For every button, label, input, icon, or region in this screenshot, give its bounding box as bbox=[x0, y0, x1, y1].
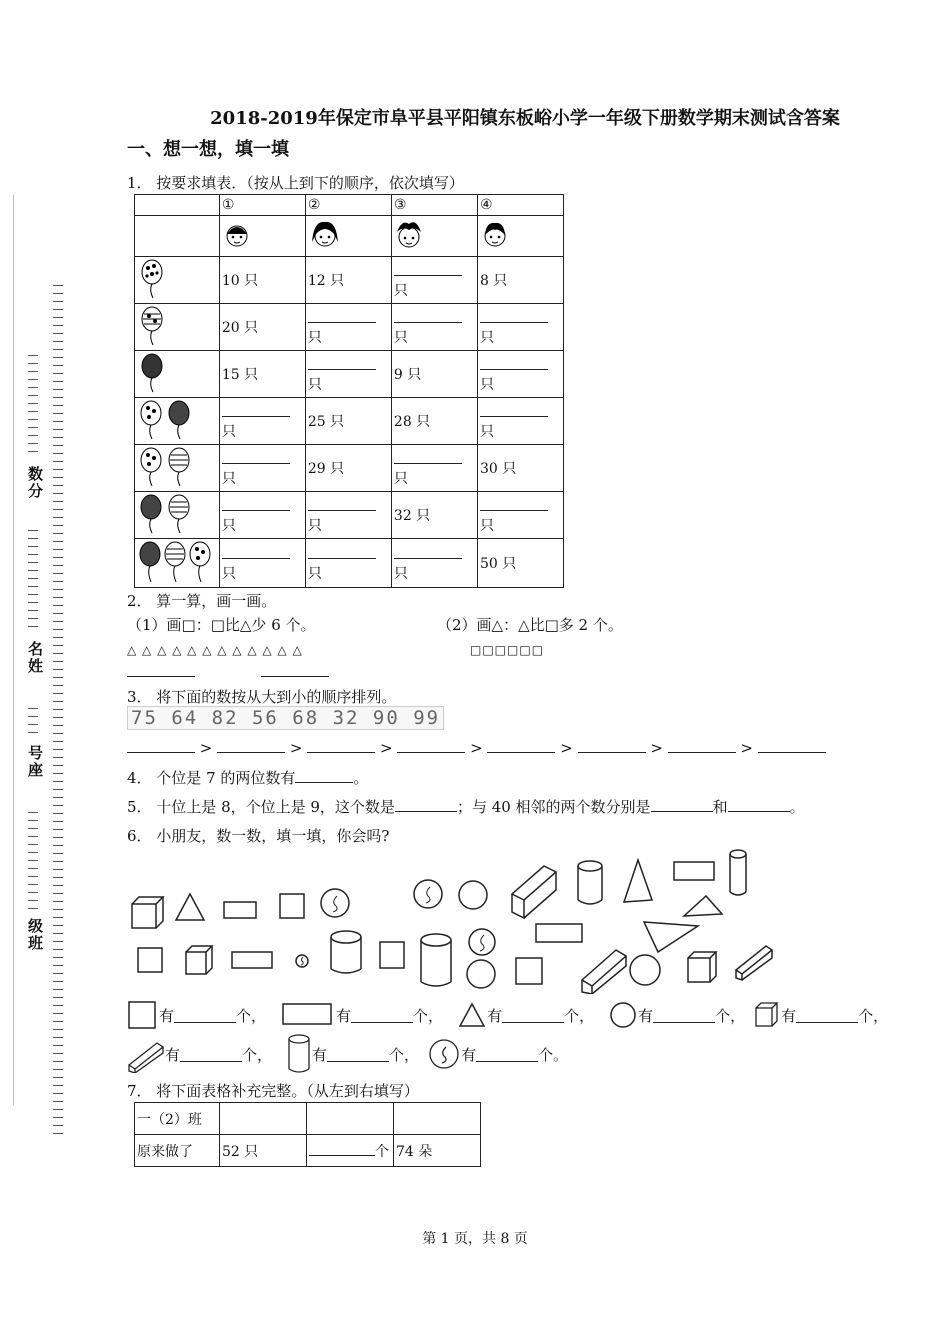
col-header-4: ④ bbox=[477, 195, 563, 216]
have-label: 有 bbox=[312, 1045, 328, 1064]
rectangle-icon bbox=[280, 1000, 336, 1030]
q5-part-b: ；与 40 相邻的两个数分别是 bbox=[456, 798, 651, 816]
unit-label: 只 bbox=[393, 329, 408, 346]
q7-blank[interactable] bbox=[309, 1141, 375, 1156]
cylinder-icon bbox=[730, 850, 746, 895]
cuboid-icon bbox=[582, 950, 626, 994]
coin-icon bbox=[469, 929, 495, 955]
q3-prompt: 3． 将下面的数按从大到小的顺序排列。 bbox=[127, 688, 397, 706]
square-icon bbox=[380, 942, 404, 968]
rectangle-icon bbox=[674, 862, 714, 880]
have-label: 有 bbox=[336, 1006, 352, 1025]
order-blank[interactable] bbox=[307, 738, 375, 753]
cuboid-icon bbox=[127, 1035, 165, 1073]
triangle-row: △ △ △ △ △ △ △ △ △ △ △ △ bbox=[127, 643, 303, 657]
two-balloons-icon bbox=[135, 445, 220, 492]
cylinder-icon bbox=[421, 934, 451, 986]
answer-blank[interactable] bbox=[394, 308, 462, 323]
unit-label: 个， bbox=[242, 1045, 273, 1064]
count-blank[interactable] bbox=[653, 1008, 715, 1023]
unit-label: 只 bbox=[307, 329, 322, 346]
order-blank[interactable] bbox=[217, 738, 285, 753]
q2-part2: （2）画△：△比□多 2 个。 bbox=[437, 616, 623, 634]
balloon-icon bbox=[135, 351, 220, 398]
have-label: 有 bbox=[461, 1045, 477, 1064]
answer-blank[interactable] bbox=[480, 308, 548, 323]
unit-label: 只 bbox=[479, 376, 494, 393]
col-header-2: ② bbox=[305, 195, 391, 216]
kid-face-icon bbox=[477, 216, 563, 257]
unit-label: 个， bbox=[389, 1045, 420, 1064]
girl-face-icon bbox=[305, 216, 391, 257]
answer-blank[interactable] bbox=[480, 355, 548, 370]
q5-line bbox=[127, 796, 805, 817]
unit-label: 个， bbox=[858, 1006, 889, 1025]
have-label: 有 bbox=[781, 1006, 797, 1025]
cell-r4-c3: 28 只 bbox=[393, 414, 431, 430]
coin-icon bbox=[321, 889, 349, 917]
answer-blank[interactable] bbox=[308, 308, 376, 323]
q5-part-a: 5． 十位上是 8，个位上是 9，这个数是 bbox=[127, 798, 395, 816]
cell-r3-c1: 15 只 bbox=[221, 367, 259, 383]
margin-label-score: 数分 bbox=[26, 466, 44, 500]
answer-blank[interactable] bbox=[222, 402, 290, 417]
answer-blank[interactable] bbox=[222, 544, 290, 559]
unit-label: 只 bbox=[307, 376, 322, 393]
answer-blank[interactable] bbox=[308, 355, 376, 370]
two-balloons-icon bbox=[135, 398, 220, 445]
triangle-icon bbox=[176, 894, 204, 920]
cylinder-icon bbox=[331, 931, 361, 973]
cell-r1-c4: 8 只 bbox=[479, 273, 508, 289]
unit-end-label: 个。 bbox=[538, 1045, 569, 1064]
document-title: 2018-2019年保定市阜平县平阳镇东板峪小学一年级下册数学期末测试含答案 bbox=[210, 108, 840, 129]
cube-icon bbox=[186, 946, 212, 974]
cuboid-icon bbox=[512, 866, 556, 918]
margin-label-seat: 号座 bbox=[26, 745, 44, 779]
order-blank[interactable] bbox=[578, 738, 646, 753]
rectangle-icon bbox=[536, 924, 582, 942]
margin-dashes-1 bbox=[53, 285, 63, 1141]
circle-icon bbox=[467, 960, 495, 988]
margin-line bbox=[13, 195, 14, 1105]
cuboid-icon bbox=[736, 946, 772, 980]
order-blank[interactable] bbox=[487, 738, 555, 753]
answer-blank[interactable] bbox=[480, 496, 548, 511]
have-label: 有 bbox=[487, 1006, 503, 1025]
page-footer: 第 1 页，共 8 页 bbox=[422, 1231, 528, 1247]
cell-r5-c4: 30 只 bbox=[479, 461, 517, 477]
q7-value-3: 74 朵 bbox=[394, 1135, 481, 1167]
cube-icon bbox=[688, 952, 716, 982]
triangle-icon bbox=[684, 896, 722, 916]
rectangle-icon bbox=[224, 902, 256, 918]
triangle-icon bbox=[624, 860, 652, 902]
unit-label: 只 bbox=[479, 517, 494, 534]
q5-part-c: 和 bbox=[712, 798, 728, 816]
margin-dashes-4 bbox=[28, 708, 38, 740]
unit-label: 个， bbox=[715, 1006, 746, 1025]
circle-icon bbox=[459, 881, 487, 909]
draw-answer-blank[interactable] bbox=[127, 662, 195, 677]
margin-label-class: 级班 bbox=[26, 918, 44, 952]
q4-blank[interactable] bbox=[295, 768, 353, 783]
count-blank[interactable] bbox=[502, 1008, 564, 1023]
square-icon bbox=[516, 958, 542, 984]
margin-dashes-3 bbox=[28, 530, 38, 634]
q7-row2-label: 原来做了 bbox=[135, 1135, 220, 1167]
shapes-picture bbox=[126, 846, 780, 994]
cell-r1-c1: 10 只 bbox=[221, 273, 259, 289]
three-balloons-icon bbox=[135, 539, 220, 588]
unit-label: 只 bbox=[221, 470, 236, 487]
q7-unit: 个 bbox=[375, 1143, 389, 1160]
unit-label: 只 bbox=[221, 517, 236, 534]
order-blank[interactable] bbox=[127, 738, 195, 753]
order-blank[interactable] bbox=[397, 738, 465, 753]
unit-label: 只 bbox=[393, 565, 408, 582]
unit-label: 只 bbox=[307, 565, 322, 582]
cylinder-icon bbox=[578, 861, 602, 904]
unit-label: 个， bbox=[564, 1006, 595, 1025]
coin-icon bbox=[414, 880, 442, 908]
q7-empty-cell[interactable] bbox=[394, 1103, 481, 1135]
cube-icon bbox=[132, 897, 163, 928]
child-face-icon bbox=[219, 216, 305, 257]
small-coin-icon bbox=[296, 955, 308, 967]
draw-answer-blank[interactable] bbox=[261, 662, 329, 677]
order-blank[interactable] bbox=[668, 738, 736, 753]
square-icon bbox=[280, 894, 304, 918]
q5-blank-1[interactable] bbox=[395, 797, 457, 812]
count-blank[interactable] bbox=[174, 1008, 236, 1023]
count-blank[interactable] bbox=[327, 1047, 389, 1062]
square-icon bbox=[138, 948, 162, 972]
margin-dashes-2 bbox=[28, 355, 38, 459]
two-balloons-icon bbox=[135, 492, 220, 539]
unit-label: 只 bbox=[393, 470, 408, 487]
circle-icon bbox=[608, 1000, 638, 1030]
unit-label: 只 bbox=[479, 329, 494, 346]
unit-label: 个， bbox=[236, 1006, 267, 1025]
col-header-1: ① bbox=[219, 195, 305, 216]
unit-label: 只 bbox=[221, 423, 236, 440]
col-header-3: ③ bbox=[391, 195, 477, 216]
cell-r5-c2: 29 只 bbox=[307, 461, 345, 477]
triangle-icon bbox=[457, 1000, 487, 1030]
square-icon bbox=[127, 1000, 159, 1030]
cell-r6-c3: 32 只 bbox=[393, 508, 431, 524]
numbers-strip: 75 64 82 56 68 32 90 99 bbox=[127, 706, 444, 730]
answer-blank[interactable] bbox=[308, 496, 376, 511]
q7-prompt: 7． 将下面表格补充完整。（从左到右填写） bbox=[127, 1082, 419, 1100]
answer-blank[interactable] bbox=[394, 449, 462, 464]
unit-label: 只 bbox=[221, 565, 236, 582]
cell-r2-c1: 20 只 bbox=[221, 320, 259, 336]
section-heading: 一、想一想，填一填 bbox=[127, 139, 289, 160]
count-blank[interactable] bbox=[180, 1047, 242, 1062]
boy-face-icon bbox=[391, 216, 477, 257]
square-row: □□□□□□ bbox=[470, 643, 545, 657]
answer-blank[interactable] bbox=[222, 449, 290, 464]
unit-label: 只 bbox=[479, 423, 494, 440]
have-label: 有 bbox=[165, 1045, 181, 1064]
q6-prompt: 6． 小朋友，数一数，填一填，你会吗? bbox=[127, 827, 390, 845]
margin-label-name: 名姓 bbox=[26, 641, 44, 675]
q1-table bbox=[134, 194, 564, 588]
cube-icon bbox=[753, 1000, 781, 1030]
circle-icon bbox=[630, 955, 660, 985]
q5-blank-2[interactable] bbox=[651, 797, 713, 812]
count-blank[interactable] bbox=[796, 1008, 858, 1023]
triangle-icon bbox=[644, 922, 698, 952]
answer-blank[interactable] bbox=[394, 261, 462, 276]
q2-prompt: 2． 算一算，画一画。 bbox=[127, 592, 277, 610]
unit-label: 个， bbox=[413, 1006, 444, 1025]
q4-end: 。 bbox=[353, 769, 369, 787]
q2-part1: （1）画□：□比△少 6 个。 bbox=[127, 616, 316, 634]
cylinder-icon bbox=[286, 1033, 312, 1075]
order-blanks: > > > > > > > bbox=[127, 738, 826, 757]
q7-table bbox=[134, 1102, 481, 1167]
q5-part-d: 。 bbox=[789, 798, 805, 816]
q7-empty-cell[interactable] bbox=[307, 1103, 394, 1135]
balloon-icon bbox=[135, 257, 220, 304]
have-label: 有 bbox=[638, 1006, 654, 1025]
q4-line bbox=[127, 767, 368, 788]
count-blank[interactable] bbox=[351, 1008, 413, 1023]
answer-blank[interactable] bbox=[480, 402, 548, 417]
answer-blank[interactable] bbox=[308, 544, 376, 559]
coin-icon bbox=[427, 1037, 461, 1071]
q5-blank-3[interactable] bbox=[728, 797, 790, 812]
answer-blank[interactable] bbox=[222, 496, 290, 511]
margin-dashes-5 bbox=[28, 812, 38, 916]
q1-prompt: 1． 按要求填表．（按从上到下的顺序，依次填写） bbox=[127, 174, 464, 192]
unit-label: 只 bbox=[307, 517, 322, 534]
q6-answers-row-1 bbox=[127, 1000, 888, 1030]
cell-r1-c2: 12 只 bbox=[307, 273, 345, 289]
have-label: 有 bbox=[159, 1006, 175, 1025]
order-blank[interactable] bbox=[758, 738, 826, 753]
balloon-icon bbox=[135, 304, 220, 351]
q7-empty-cell[interactable] bbox=[220, 1103, 307, 1135]
q4-prompt: 4． 个位是 7 的两位数有 bbox=[127, 769, 296, 787]
cell-r7-c4: 50 只 bbox=[479, 556, 517, 572]
cell-r4-c2: 25 只 bbox=[307, 414, 345, 430]
q7-value-1: 52 只 bbox=[220, 1135, 307, 1167]
rectangle-icon bbox=[232, 952, 272, 968]
answer-blank[interactable] bbox=[394, 544, 462, 559]
unit-label: 只 bbox=[393, 282, 408, 299]
count-blank[interactable] bbox=[476, 1047, 538, 1062]
cell-r3-c3: 9 只 bbox=[393, 367, 422, 383]
q6-answers-row-2 bbox=[127, 1033, 568, 1075]
q7-row1-label: 一（2）班 bbox=[135, 1103, 220, 1135]
